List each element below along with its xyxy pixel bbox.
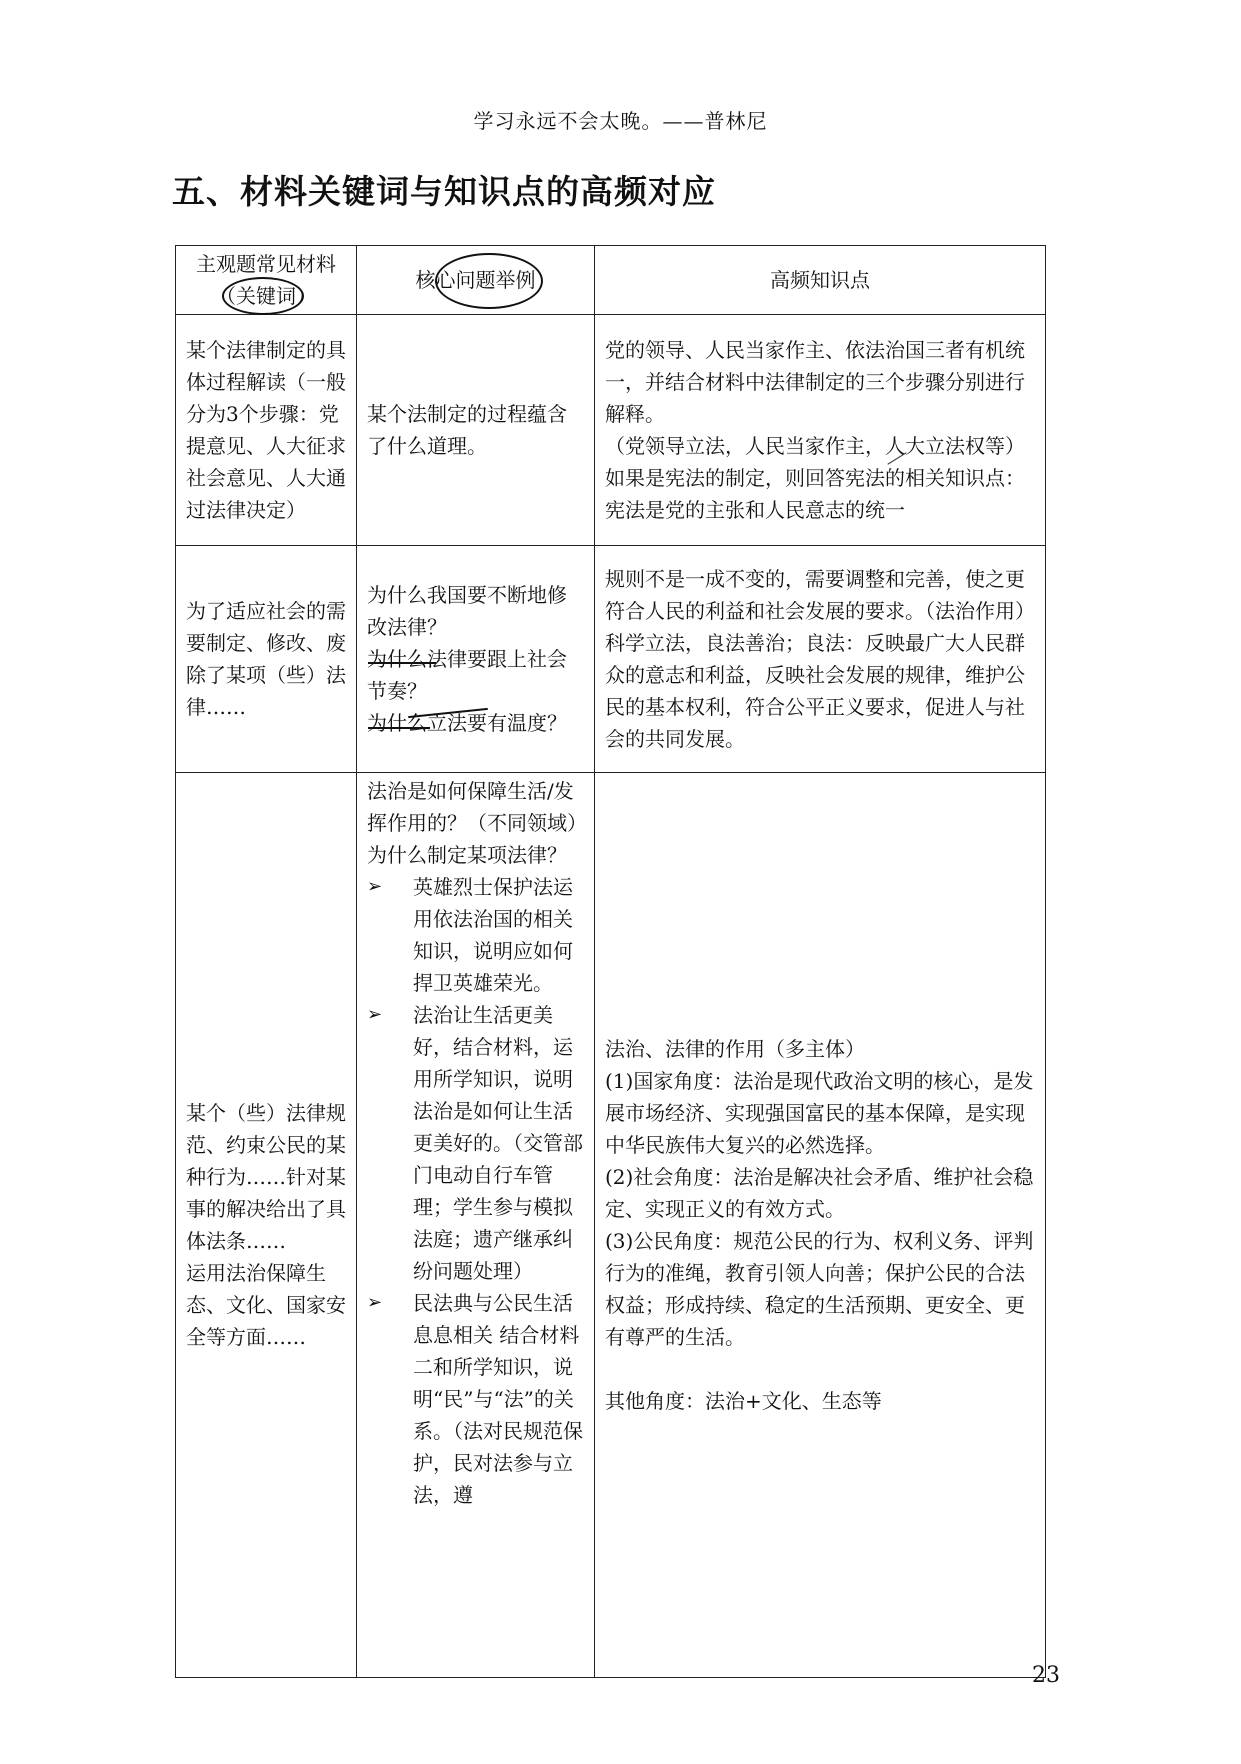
- knowledge-table: [175, 245, 1046, 1678]
- knowledge-text: 其他角度：法治+文化、生态等: [605, 1389, 882, 1413]
- table-row: [176, 546, 1046, 773]
- knowledge-text: (2)社会角度：法治是解决社会矛盾、维护社会稳定、实现正义的有效方式。: [605, 1165, 1034, 1221]
- knowledge-text: （党领导立法，人民当家作主，人大立法权等）: [605, 434, 1025, 458]
- knowledge-text: (1)国家角度：法治是现代政治文明的核心，是发展市场经济、实现强国富民的基本保障，是实现中华民族伟大复兴的必然选择。: [605, 1069, 1034, 1157]
- keywords-text: 为了适应社会的需要制定、修改、废除了某项（些）法律……: [186, 599, 346, 719]
- keywords-text: 某个（些）法律规范、约束公民的某种行为……针对某事的解决给出了具体法条……: [186, 1101, 346, 1253]
- question-text: 为什么我国要不断地修改法律？: [367, 583, 567, 639]
- header-keywords: 主观题常见材料（关键词）: [176, 246, 357, 315]
- knowledge-text: 规则不是一成不变的，需要调整和完善，使之更符合人民的利益和社会发展的要求。（法治作用）: [605, 567, 1035, 623]
- question-list: [367, 871, 584, 1511]
- question-item-text: 英雄烈士保护法运用依法治国的相关知识，说明应如何捍卫英雄荣光。: [413, 875, 573, 995]
- row-keywords: [176, 773, 357, 1678]
- row-knowledge: [595, 773, 1046, 1678]
- list-item: [367, 871, 584, 999]
- row-knowledge: [595, 546, 1046, 773]
- keywords-text: 运用法治保障生态、文化、国家安全等方面……: [186, 1261, 346, 1349]
- header-knowledge: 高频知识点: [595, 246, 1046, 315]
- question-text: 为什么立法要有温度？: [367, 711, 567, 735]
- keywords-text: 某个法律制定的具体过程解读（一般分为3个步骤：党提意见、人大征求社会意见、人大通过法律决定）: [186, 338, 346, 522]
- question-text: 法治是如何保障生活/发挥作用的？（不同领域）: [367, 779, 587, 835]
- row-knowledge: [595, 315, 1046, 546]
- handwritten-underline-mark: [368, 727, 430, 729]
- header-quote: 学习永远不会太晚。——普林尼: [473, 109, 768, 133]
- row-questions: [357, 546, 595, 773]
- spacer: [605, 1353, 1035, 1385]
- question-text: 为什么法律要跟上社会节奏？: [367, 647, 567, 703]
- knowledge-text: 科学立法，良法善治；良法：反映最广大人民群众的意志和利益，反映社会发展的规律，维护公民的基本权利，符合公平正义要求，促进人与社会的共同发展。: [605, 631, 1025, 751]
- list-item: [367, 1287, 584, 1511]
- knowledge-text: 如果是宪法的制定，则回答宪法的相关知识点：宪法是党的主张和人民意志的统一: [605, 466, 1025, 522]
- question-item-text: 民法典与公民生活息息相关 结合材料二和所学知识，说明“民”与“法”的关系。（法对民规范保护，民对法参与立法，遵: [413, 1291, 583, 1507]
- question-text: 某个法制定的过程蕴含了什么道理。: [367, 402, 567, 458]
- row-questions: [357, 315, 595, 546]
- row-keywords: [176, 315, 357, 546]
- header-questions: 核心问题举例: [357, 246, 595, 315]
- section-title: 五、材料关键词与知识点的高频对应: [172, 172, 716, 211]
- knowledge-text: (3)公民角度：规范公民的行为、权利义务、评判行为的准绳，教育引领人向善；保护公民的合法权益；形成持续、稳定的生活预期、更安全、更有尊严的生活。: [605, 1229, 1034, 1349]
- row-questions: [357, 773, 595, 1678]
- row-keywords: [176, 546, 357, 773]
- knowledge-text: 党的领导、人民当家作主、依法治国三者有机统一，并结合材料中法律制定的三个步骤分别进行解释。: [605, 338, 1025, 426]
- question-item-text: 法治让生活更美好，结合材料，运用所学知识，说明法治是如何让生活更美好的。（交管部门电动自行车管理；学生参与模拟法庭；遗产继承纠纷问题处理）: [413, 1003, 583, 1283]
- question-text: 为什么制定某项法律？: [367, 843, 567, 867]
- knowledge-text: 法治、法律的作用（多主体）: [605, 1037, 865, 1061]
- page-number: 23: [1032, 1663, 1060, 1688]
- table-row: [176, 773, 1046, 1678]
- handwritten-underline-mark: [368, 662, 436, 664]
- arrow-bullet-icon: ➢: [367, 1292, 383, 1313]
- arrow-bullet-icon: ➢: [367, 1004, 383, 1025]
- arrow-bullet-icon: ➢: [367, 876, 383, 897]
- table-row: [176, 315, 1046, 546]
- list-item: [367, 999, 584, 1287]
- handwritten-circle-mark: [222, 277, 304, 315]
- handwritten-circle-mark: [435, 253, 543, 309]
- table-header-row: [176, 246, 1046, 315]
